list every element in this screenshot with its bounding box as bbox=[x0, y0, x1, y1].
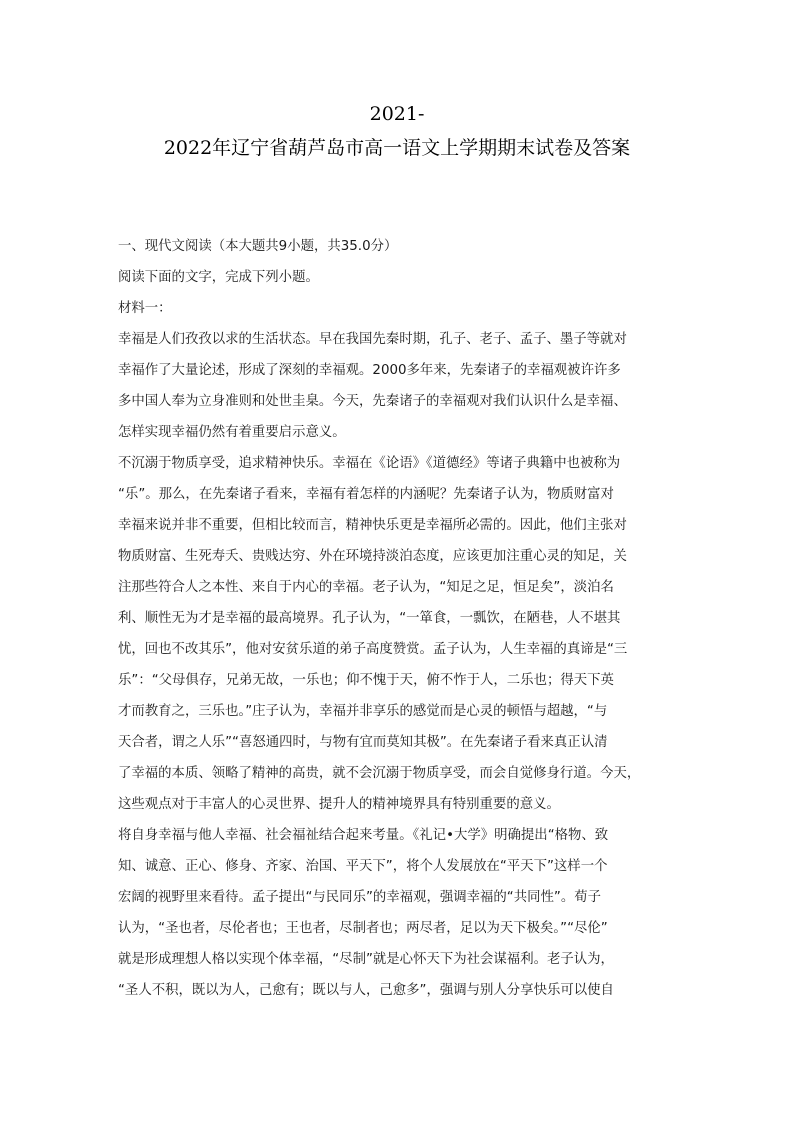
document-title-line-1: 2021- bbox=[369, 103, 425, 125]
section-heading: 一、现代文阅读（本大题共9小题，共35.0分） bbox=[118, 239, 398, 254]
paragraph-line: 物质财富、生死寿夭、贵贱达穷、外在环境持淡泊态度，应该更加注重心灵的知足，关 bbox=[118, 549, 627, 564]
paragraph-line: 忧，回也不改其乐”，他对安贫乐道的弟子高度赞赏。孟子认为，人生幸福的真谛是“三 bbox=[118, 642, 628, 657]
paragraph-line: 天合者，谓之人乐”“喜怒通四时，与物有宜而莫知其极”。在先秦诸子看来真正认清 bbox=[118, 735, 608, 750]
paragraph-line: 幸福来说并非不重要，但相比较而言，精神快乐更是幸福所必需的。因此，他们主张对 bbox=[118, 518, 627, 533]
paragraph-line: 不沉溺于物质享受，追求精神快乐。幸福在《论语》《道德经》等诸子典籍中也被称为 bbox=[118, 456, 621, 471]
paragraph-line: 利、顺性无为才是幸福的最高境界。孔子认为，“一箪食，一瓢饮，在陋巷，人不堪其 bbox=[118, 611, 621, 626]
paragraph-line: 才而教育之，三乐也。”庄子认为，幸福并非享乐的感觉而是心灵的顿悟与超越，“与 bbox=[118, 704, 608, 719]
paragraph-line: 多中国人奉为立身准则和处世圭臬。今天，先秦诸子的幸福观对我们认识什么是幸福、 bbox=[118, 394, 627, 409]
paragraph-line: 宏阔的视野里来看待。孟子提出“与民同乐”的幸福观，强调幸福的“共同性”。荀子 bbox=[118, 890, 602, 905]
document-title-line-2: 2022年辽宁省葫芦岛市高一语文上学期期末试卷及答案 bbox=[163, 137, 631, 159]
paragraph-line: 幸福作了大量论述，形成了深刻的幸福观。2000多年来，先秦诸子的幸福观被许许多 bbox=[118, 363, 621, 378]
paragraph-line: 乐”：“父母俱存，兄弟无故，一乐也；仰不愧于天，俯不怍于人，二乐也；得天下英 bbox=[118, 673, 614, 688]
paragraph-line: 将自身幸福与他人幸福、社会福祉结合起来考量。《礼记•大学》明确提出“格物、致 bbox=[118, 828, 609, 843]
paragraph-line: “圣人不积，既以为人，己愈有；既以与人，己愈多”，强调与别人分享快乐可以使自 bbox=[118, 983, 614, 998]
paragraph-line: 幸福是人们孜孜以求的生活状态。早在我国先秦时期，孔子、老子、孟子、墨子等就对 bbox=[118, 332, 627, 347]
paragraph-line: 就是形成理想人格以实现个体幸福，“尽制”就是心怀天下为社会谋福利。老子认为， bbox=[118, 952, 614, 967]
paragraph-line: 注那些符合人之本性、来自于内心的幸福。老子认为，“知足之足，恒足矣”，淡泊名 bbox=[118, 580, 614, 595]
paragraph-line: 这些观点对于丰富人的心灵世界、提升人的精神境界具有特别重要的意义。 bbox=[118, 797, 560, 812]
paragraph-line: “乐”。那么，在先秦诸子看来，幸福有着怎样的内涵呢？先秦诸子认为，物质财富对 bbox=[118, 487, 614, 502]
paragraph-line: 了幸福的本质、领略了精神的高贵，就不会沉溺于物质享受，而会自觉修身行道。今天， bbox=[118, 766, 641, 781]
material-label: 材料一： bbox=[118, 301, 172, 316]
paragraph-line: 认为，“圣也者，尽伦者也；王也者，尽制者也；两尽者，足以为天下极矣。”“尽伦” bbox=[118, 921, 608, 936]
document-body bbox=[118, 231, 678, 1006]
instruction-text: 阅读下面的文字，完成下列小题。 bbox=[118, 270, 319, 285]
paragraph-line: 怎样实现幸福仍然有着重要启示意义。 bbox=[118, 425, 346, 440]
paragraph-line: 知、诚意、正心、修身、齐家、治国、平天下”，将个人发展放在“平天下”这样一个 bbox=[118, 859, 608, 874]
